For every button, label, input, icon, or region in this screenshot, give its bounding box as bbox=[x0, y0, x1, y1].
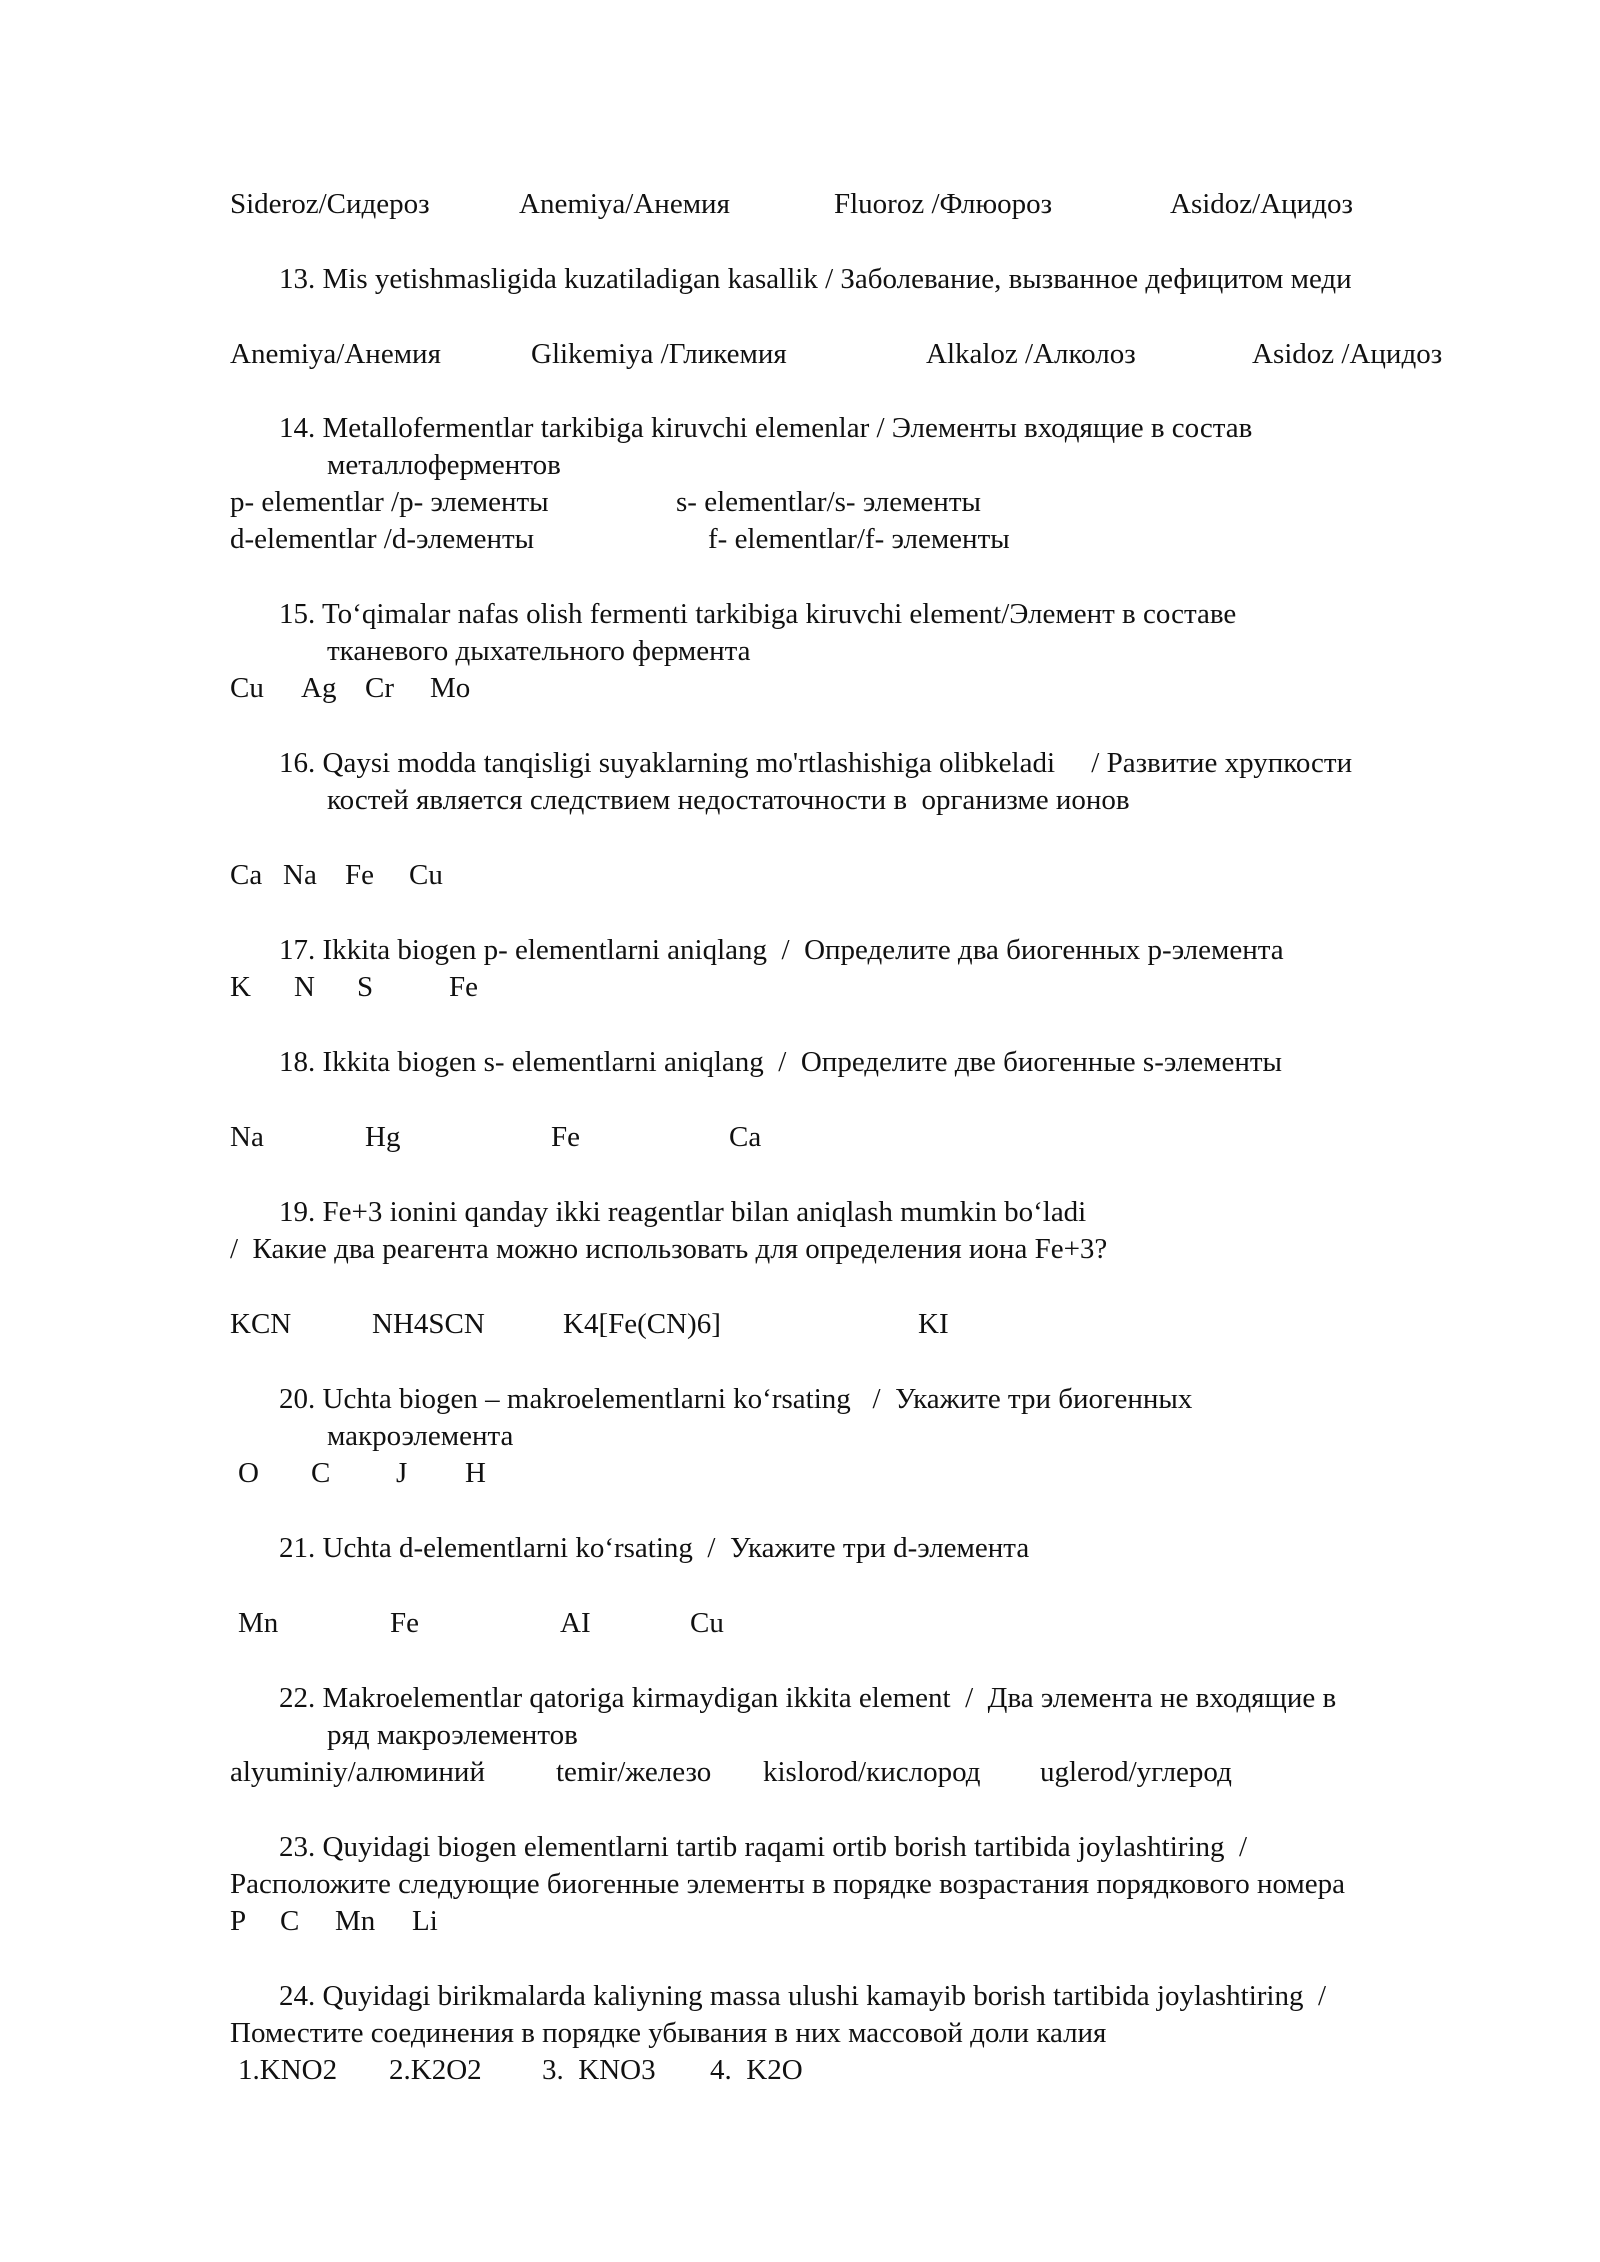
q14-option-4: f- elementlar/f- элементы bbox=[708, 523, 1010, 555]
q21-option-4: Cu bbox=[690, 1607, 724, 1639]
q14-option-2: s- elementlar/s- элементы bbox=[676, 486, 981, 518]
q12-option-2: Anemiya/Анемия bbox=[519, 188, 730, 220]
q23-option-2: C bbox=[280, 1905, 300, 1937]
q16-option-3: Fe bbox=[345, 859, 374, 891]
q18-option-4: Ca bbox=[729, 1121, 762, 1153]
q23-option-3: Mn bbox=[335, 1905, 376, 1937]
q14-question-cont: металлоферментов bbox=[327, 449, 561, 481]
q17-option-4: Fe bbox=[449, 971, 478, 1003]
q13-option-2: Glikemiya /Гликемия bbox=[531, 338, 787, 370]
q13-option-1: Anemiya/Анемия bbox=[230, 338, 441, 370]
q19-option-1: KCN bbox=[230, 1308, 292, 1340]
q23-question-cont: Расположите следующие биогенные элементы в порядке возрастания порядкового номера bbox=[230, 1868, 1346, 1900]
q24-option-4: 4. K2O bbox=[710, 2054, 803, 2086]
q18-question: 18. Ikkita biogen s- elementlarni aniqlang / Определите две биогенные s-элементы bbox=[279, 1046, 1283, 1078]
q16-option-1: Ca bbox=[230, 859, 263, 891]
q19-option-2: NH4SCN bbox=[372, 1308, 485, 1340]
q15-question-cont: тканевого дыхательного фермента bbox=[327, 635, 751, 667]
q15-option-4: Mo bbox=[430, 672, 471, 704]
q15-option-2: Ag bbox=[301, 672, 337, 704]
q19-question: 19. Fe+3 ionini qanday ikki reagentlar bilan aniqlash mumkin bo‘ladi bbox=[279, 1196, 1087, 1228]
q12-option-4: Asidoz/Ацидоз bbox=[1170, 188, 1353, 220]
q24-option-1: 1.KNO2 bbox=[238, 2054, 338, 2086]
q14-option-1: p- elementlar /p- элементы bbox=[230, 486, 549, 518]
q20-option-1: O bbox=[238, 1457, 259, 1489]
q23-option-4: Li bbox=[412, 1905, 438, 1937]
q18-option-3: Fe bbox=[551, 1121, 580, 1153]
q13-question: 13. Mis yetishmasligida kuzatiladigan kasallik / Заболевание, вызванное дефицитом меди bbox=[279, 263, 1352, 295]
q17-option-1: K bbox=[230, 971, 251, 1003]
q21-option-1: Mn bbox=[238, 1607, 279, 1639]
q24-option-2: 2.K2O2 bbox=[389, 2054, 482, 2086]
q22-option-2: temir/железо bbox=[556, 1756, 712, 1788]
q19-option-3: K4[Fe(CN)6] bbox=[563, 1308, 721, 1340]
q18-option-2: Hg bbox=[365, 1121, 401, 1153]
q22-option-3: kislorod/кислород bbox=[763, 1756, 981, 1788]
q17-option-2: N bbox=[294, 971, 315, 1003]
q16-question: 16. Qaysi modda tanqisligi suyaklarning mo'rtlashishiga olibkeladi / Развитие хрупкости bbox=[279, 747, 1353, 779]
q22-option-4: uglerod/углерод bbox=[1040, 1756, 1232, 1788]
q24-question: 24. Quyidagi birikmalarda kaliyning massa ulushi kamayib borish tartibida joylashtiring / bbox=[279, 1980, 1327, 2012]
q16-option-2: Na bbox=[283, 859, 317, 891]
q13-option-3: Alkaloz /Алколоз bbox=[926, 338, 1136, 370]
q20-question-cont: макроэлемента bbox=[327, 1420, 514, 1452]
q20-question: 20. Uchta biogen – makroelementlarni ko‘rsating / Укажите три биогенных bbox=[279, 1383, 1193, 1415]
q22-option-1: alyuminiy/алюминий bbox=[230, 1756, 485, 1788]
q24-option-3: 3. KNO3 bbox=[542, 2054, 656, 2086]
q20-option-4: H bbox=[465, 1457, 486, 1489]
q17-question: 17. Ikkita biogen p- elementlarni aniqlang / Определите два биогенных р-элемента bbox=[279, 934, 1284, 966]
q15-option-3: Cr bbox=[365, 672, 394, 704]
q22-question-cont: ряд макроэлементов bbox=[327, 1719, 578, 1751]
q21-question: 21. Uchta d-elementlarni ko‘rsating / Укажите три d-элемента bbox=[279, 1532, 1030, 1564]
q15-question: 15. To‘qimalar nafas olish fermenti tarkibiga kiruvchi element/Элемент в составе bbox=[279, 598, 1237, 630]
q23-question: 23. Quyidagi biogen elementlarni tartib raqami ortib borish tartibida joylashtiring / bbox=[279, 1831, 1248, 1863]
q24-question-cont: Поместите соединения в порядке убывания в них массовой доли калия bbox=[230, 2017, 1107, 2049]
q23-option-1: P bbox=[230, 1905, 247, 1937]
q19-option-4: KI bbox=[918, 1308, 949, 1340]
q17-option-3: S bbox=[357, 971, 374, 1003]
q16-question-cont: костей является следствием недостаточности в организме ионов bbox=[327, 784, 1130, 816]
q12-option-3: Fluoroz /Флюороз bbox=[834, 188, 1053, 220]
q22-question: 22. Makroelementlar qatoriga kirmaydigan ikkita element / Два элемента не входящие в bbox=[279, 1682, 1337, 1714]
q14-question: 14. Metallofermentlar tarkibiga kiruvchi elemenlar / Элементы входящие в состав bbox=[279, 412, 1253, 444]
q21-option-3: AI bbox=[560, 1607, 591, 1639]
q15-option-1: Cu bbox=[230, 672, 264, 704]
q19-question-cont: / Какие два реагента можно использовать для определения иона Fe+3? bbox=[230, 1233, 1108, 1265]
q12-option-1: Sideroz/Сидероз bbox=[230, 188, 430, 220]
q21-option-2: Fe bbox=[390, 1607, 419, 1639]
q20-option-2: C bbox=[311, 1457, 331, 1489]
q14-option-3: d-elementlar /d-элементы bbox=[230, 523, 535, 555]
q20-option-3: J bbox=[396, 1457, 408, 1489]
q13-option-4: Asidoz /Ацидоз bbox=[1252, 338, 1443, 370]
q18-option-1: Na bbox=[230, 1121, 264, 1153]
q16-option-4: Cu bbox=[409, 859, 443, 891]
